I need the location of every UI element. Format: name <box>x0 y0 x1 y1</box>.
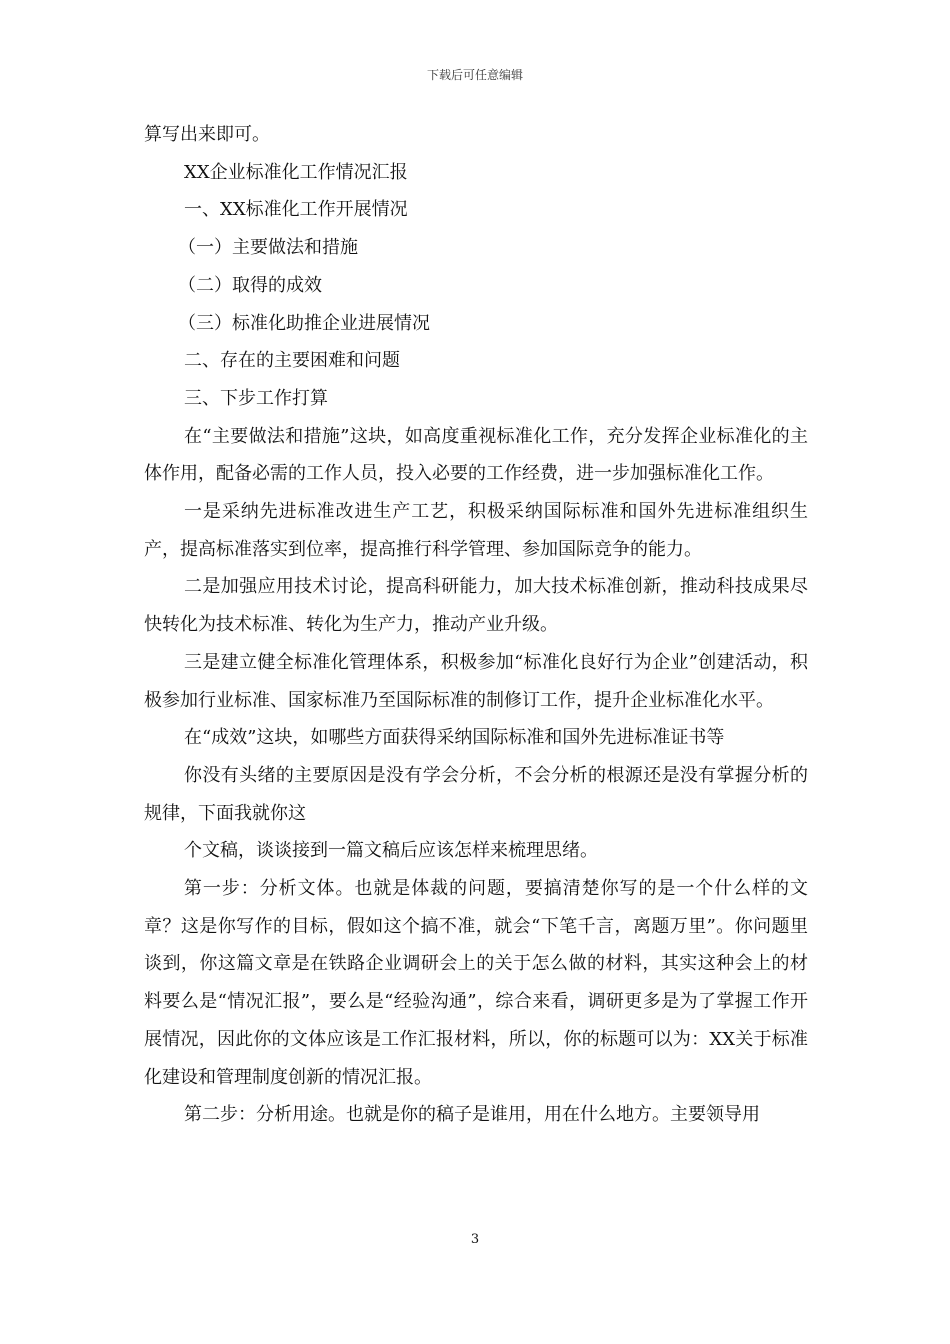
paragraph: 第一步：分析文体。也就是体裁的问题，要搞清楚你写的是一个什么样的文章？这是你写作的目标，假如这个搞不准，就会“下笔千言，离题万里”。你问题里谈到，你这篇文章是在铁路企业调研会上的关于怎么做的材料，其实这种会上的材料要么是“情况汇报”，要么是“经验沟通”，综合来看，调研更多是为了掌握工作开展情况，因此你的文体应该是工作汇报材料，所以，你的标题可以为：XX关于标准化建设和管理制度创新的情况汇报。 <box>144 878 808 1088</box>
paragraph: 你没有头绪的主要原因是没有学会分析，不会分析的根源还是没有掌握分析的规律，下面我就你这 <box>144 764 808 824</box>
document-body <box>144 116 808 1134</box>
subheading: （一）主要做法和措施 <box>178 237 358 259</box>
paragraph: 在“主要做法和措施”这块，如高度重视标准化工作，充分发挥企业标准化的主体作用，配备必需的工作人员，投入必要的工作经费，进一步加强标准化工作。 <box>144 425 808 485</box>
page-header: 下载后可任意编辑 <box>426 68 523 82</box>
subheading: （二）取得的成效 <box>178 274 322 296</box>
heading: 一、XX标准化工作开展情况 <box>184 199 408 221</box>
paragraph: 在“成效”这块，如哪些方面获得采纳国际标准和国外先进标准证书等 <box>184 727 725 749</box>
subheading: （三）标准化助推企业进展情况 <box>178 312 430 334</box>
paragraph: 二是加强应用技术讨论，提高科研能力，加大技术标准创新，推动科技成果尽快转化为技术标准、转化为生产力，推动产业升级。 <box>144 576 808 636</box>
heading: 二、存在的主要困难和问题 <box>184 350 400 372</box>
paragraph: 三是建立健全标准化管理体系，积极参加“标准化良好行为企业”创建活动，积极参加行业标准、国家标准乃至国际标准的制修订工作，提升企业标准化水平。 <box>144 651 808 711</box>
page-number: 3 <box>470 1232 480 1247</box>
paragraph: 个文稿，谈谈接到一篇文稿后应该怎样来梳理思绪。 <box>184 840 598 862</box>
heading: 三、下步工作打算 <box>184 387 328 409</box>
paragraph: 一是采纳先进标准改进生产工艺，积极采纳国际标准和国外先进标准组织生产，提高标准落实到位率，提高推行科学管理、参加国际竞争的能力。 <box>144 501 808 560</box>
paragraph: 第二步：分析用途。也就是你的稿子是谁用，用在什么地方。主要领导用 <box>184 1104 760 1126</box>
heading: XX企业标准化工作情况汇报 <box>184 161 408 183</box>
paragraph: 算写出来即可。 <box>144 124 270 145</box>
